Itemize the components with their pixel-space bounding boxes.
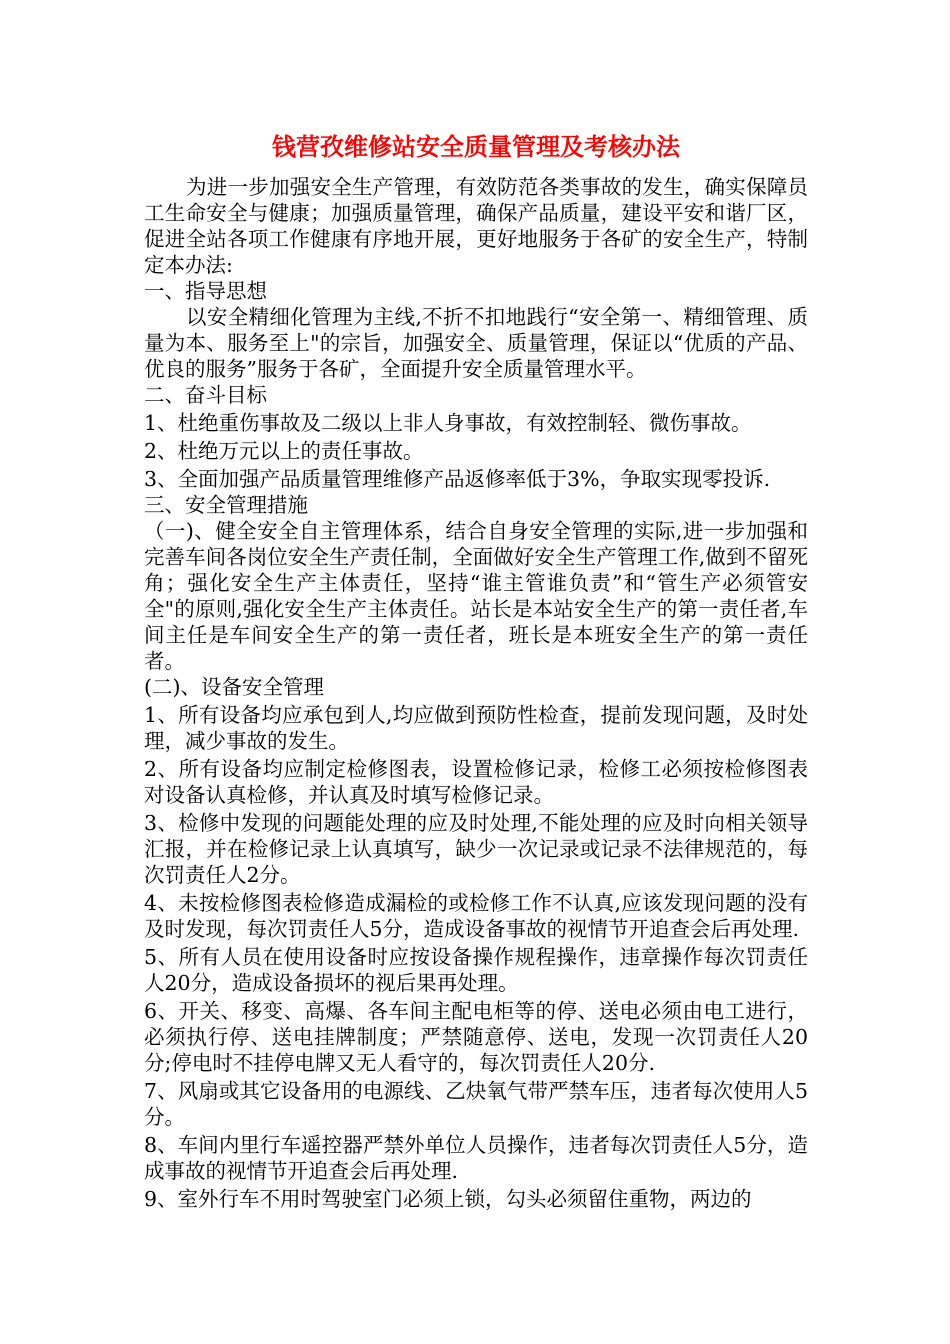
equipment-rule-7: 7、风扇或其它设备用的电源线、乙炔氧气带严禁车压，违者每次使用人5分。 bbox=[144, 1079, 808, 1129]
equipment-rule-2: 2、所有设备均应制定检修图表，设置检修记录，检修工必须按检修图表对设备认真检修，并认真及时填写检修记录。 bbox=[144, 757, 808, 807]
equipment-rule-4: 4、未按检修图表检修造成漏检的或检修工作不认真,应该发现问题的没有及时发现，每次罚责任人5分，造成设备事故的视情节开追查会后再处理. bbox=[144, 891, 808, 941]
section-heading-goals: 二、奋斗目标 bbox=[144, 383, 267, 407]
equipment-rule-3: 3、检修中发现的问题能处理的应及时处理,不能处理的应及时向相关领导汇报，并在检修记录上认真填写，缺少一次记录或记录不法律规范的，每次罚责任人2分。 bbox=[144, 811, 808, 887]
equipment-rule-6: 6、开关、移变、高爆、各车间主配电柜等的停、送电必须由电工进行，必须执行停、送电挂牌制度；严禁随意停、送电，发现一次罚责任人20分;停电时不挂停电牌又无人看守的，每次罚责任人20分. bbox=[144, 999, 808, 1075]
intro-paragraph: 为进一步加强安全生产管理，有效防范各类事故的发生，确实保障员工生命安全与健康；加强质量管理，确保产品质量，建设平安和谐厂区，促进全站各项工作健康有序地开展，更好地服务于各矿的安全生产，特制定本办法: bbox=[144, 175, 808, 277]
guiding-ideology-paragraph: 以安全精细化管理为主线,不折不扣地践行“安全第一、精细管理、质量为本、服务至上"的宗旨，加强安全、质量管理，保证以“优质的产品、优良的服务”服务于各矿，全面提升安全质量管理水平。 bbox=[144, 305, 808, 381]
section-heading-guiding-ideology: 一、指导思想 bbox=[144, 279, 267, 303]
equipment-rule-5: 5、所有人员在使用设备时应按设备操作规程操作，违章操作每次罚责任人20分，造成设备损坏的视后果再处理。 bbox=[144, 945, 808, 995]
goal-item-2: 2、杜绝万元以上的责任事故。 bbox=[144, 439, 424, 463]
goal-item-3: 3、全面加强产品质量管理维修产品返修率低于3%，争取实现零投诉. bbox=[144, 467, 771, 491]
section-heading-safety-measures: 三、安全管理措施 bbox=[144, 493, 308, 517]
subsection-heading-equipment-safety: (二)、设备安全管理 bbox=[144, 675, 324, 699]
document-title: 钱营孜维修站安全质量管理及考核办法 bbox=[272, 132, 680, 161]
document-body bbox=[144, 174, 808, 1212]
safety-measure-1-paragraph: （一)、健全安全自主管理体系，结合自身安全管理的实际,进一步加强和完善车间各岗位安全生产责任制，全面做好安全生产管理工作,做到不留死角；强化安全生产主体责任，坚持“谁主管谁负责”和“管生产必须管安全"的原则,强化安全生产主体责任。站长是本站安全生产的第一责任者,车间主任是车间安全生产的第一责任者，班长是本班安全生产的第一责任者。 bbox=[144, 519, 808, 673]
equipment-rule-1: 1、所有设备均应承包到人,均应做到预防性检查，提前发现问题，及时处理，减少事故的发生。 bbox=[144, 703, 808, 753]
equipment-rule-8: 8、车间内里行车遥控器严禁外单位人员操作，违者每次罚责任人5分，造成事故的视情节开追查会后再处理. bbox=[144, 1133, 808, 1183]
goal-item-1: 1、杜绝重伤事故及二级以上非人身事故，有效控制轻、微伤事故。 bbox=[144, 411, 752, 435]
equipment-rule-9: 9、室外行车不用时驾驶室门必须上锁，勾头必须留住重物，两边的 bbox=[144, 1187, 752, 1211]
